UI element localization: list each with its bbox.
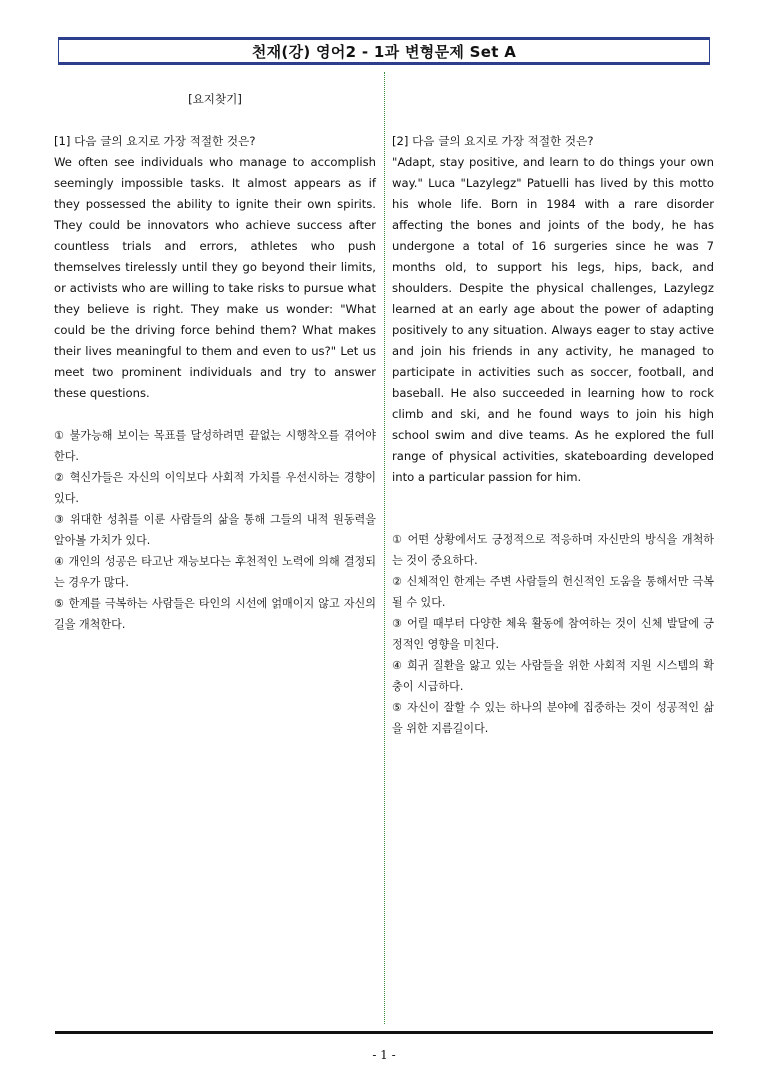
question-1-option-1[interactable]: ① 불가능해 보이는 목표를 달성하려면 끝없는 시행착오를 겪어야 한다.	[54, 429, 376, 463]
question-2-option-5[interactable]: ⑤ 자신이 잘할 수 있는 하나의 분야에 집중하는 것이 성공적인 삶을 위한 지름길이다.	[392, 701, 714, 735]
document-title: 천재(강) 영어2 - 1과 변형문제 Set A	[251, 42, 517, 61]
question-2-option-4[interactable]: ④ 희귀 질환을 앓고 있는 사람들을 위한 사회적 지원 시스템의 확충이 시급하다.	[392, 659, 714, 693]
section-label: [요지찾기]	[188, 92, 242, 106]
question-1-option-4[interactable]: ④ 개인의 성공은 타고난 재능보다는 후천적인 노력에 의해 결정되는 경우가 많다.	[54, 555, 376, 589]
question-2-options	[392, 529, 714, 739]
question-1-option-5[interactable]: ⑤ 한계를 극복하는 사람들은 타인의 시선에 얽매이지 않고 자신의 길을 개척한다.	[54, 597, 376, 631]
footer-rule	[55, 1031, 713, 1034]
question-1-passage: We often see individuals who manage to accomplish seemingly impossible tasks. It almost appears as if they possessed the ability to ignite their own spirits. They could be innovators who achieve success after countless trials and errors, athletes who push themselves tirelessly until they go beyond their limits, or activists who are willing to take risks to pursue what they believe is right. They make us wonder: "What could be the driving force behind them? What makes their lives meaningful to them and even to us?" Let us meet two prominent individuals and try to answer these questions.	[54, 155, 376, 400]
question-2-option-2[interactable]: ② 신체적인 한계는 주변 사람들의 헌신적인 도움을 통해서만 극복될 수 있다.	[392, 575, 714, 609]
column-divider	[384, 72, 385, 1024]
question-1-title: [1] 다음 글의 요지로 가장 적절한 것은?	[54, 134, 256, 148]
question-1-option-2[interactable]: ② 혁신가들은 자신의 이익보다 사회적 가치를 우선시하는 경향이 있다.	[54, 471, 376, 505]
question-2-option-3[interactable]: ③ 어릴 때부터 다양한 체육 활동에 참여하는 것이 신체 발달에 긍정적인 영향을 미친다.	[392, 617, 714, 651]
question-1-options	[54, 425, 376, 635]
question-2-title: [2] 다음 글의 요지로 가장 적절한 것은?	[392, 134, 594, 148]
document-title-box	[58, 37, 710, 65]
page-number: - 1 -	[372, 1048, 396, 1062]
question-2-passage: "Adapt, stay positive, and learn to do things your own way." Luca "Lazylegz" Patuelli has lived by this motto his whole life. Born in 1984 with a rare disorder affecting the bones and joints of the body, he has undergone a total of 16 surgeries since he was 7 months old, to support his legs, hips, back, and shoulders. Despite the physical challenges, Lazylegz learned at an early age about the power of adapting positively to any situation. Always eager to stay active and join his friends in any activity, he managed to participate in activities such as soccer, football, and baseball. He also succeeded in learning how to rock climb and ski, and he found ways to join his high school swim and dive teams. As he explored the full range of physical activities, skateboarding developed into a particular passion for him.	[392, 155, 714, 484]
question-1-option-3[interactable]: ③ 위대한 성취를 이룬 사람들의 삶을 통해 그들의 내적 원동력을 알아볼 가치가 있다.	[54, 513, 376, 547]
question-2-option-1[interactable]: ① 어떤 상황에서도 긍정적으로 적응하며 자신만의 방식을 개척하는 것이 중요하다.	[392, 533, 714, 567]
